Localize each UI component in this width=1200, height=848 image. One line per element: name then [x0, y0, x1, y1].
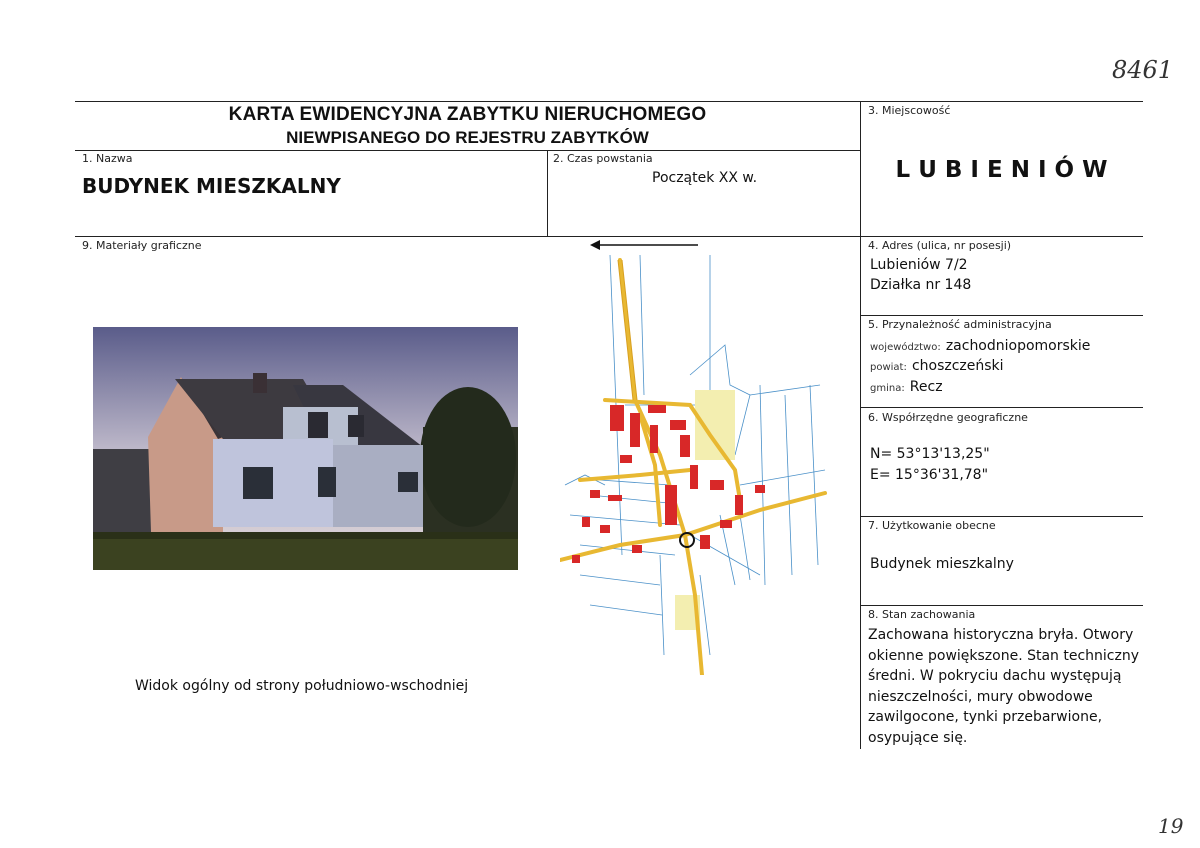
stan-line: nieszczelności, mury obwodowe [868, 688, 1093, 705]
top-rule [75, 101, 1143, 102]
miejscowosc-label: 3. Miejscowość [868, 104, 951, 117]
powiat-row [870, 355, 1004, 374]
house-photo [93, 327, 518, 570]
nazwa-value: BUDYNEK MIESZKALNY [82, 174, 341, 198]
nazwa-label: 1. Nazwa [82, 152, 133, 165]
rule-8 [860, 605, 1143, 606]
cadastral-map [560, 255, 832, 675]
stan-line: okienne powiększone. Stan techniczny [868, 647, 1140, 664]
czas-label: 2. Czas powstania [553, 152, 653, 165]
stan-text [868, 625, 1143, 748]
czas-value: Początek XX w. [652, 170, 758, 186]
coord-n: N= 53°13'13,25" [870, 446, 990, 462]
stan-line: średni. W pokryciu dachu występują [868, 668, 1122, 684]
stan-label: 8. Stan zachowania [868, 608, 976, 621]
name-date-divider [547, 150, 548, 236]
przynaleznosc-label: 5. Przynależność administracyjna [868, 318, 1052, 331]
card-subtitle: NIEWPISANEGO DO REJESTRU ZABYTKÓW [286, 128, 649, 147]
stan-line: osypujące się. [868, 729, 968, 746]
handwritten-number: 8461 [1112, 56, 1174, 84]
wspolrzedne-label: 6. Współrzędne geograficzne [868, 411, 1028, 424]
rule-7 [860, 516, 1143, 517]
rule-6 [860, 407, 1143, 408]
powiat-label: powiat: [870, 362, 907, 373]
adres-line1: Lubieniów 7/2 [870, 257, 968, 273]
title-rule [75, 150, 860, 151]
powiat-value: choszczeński [911, 358, 1004, 374]
page-number: 19 [1158, 814, 1184, 838]
uzytkowanie-value: Budynek mieszkalny [870, 556, 1014, 572]
coord-e: E= 15°36'31,78" [870, 467, 989, 483]
miejscowosc-value: L U B I E N I Ó W [895, 157, 1108, 183]
photo-caption: Widok ogólny od strony południowo-wschodniej [135, 678, 469, 694]
wojewodztwo-row [870, 335, 1090, 354]
direction-arrow-icon [588, 236, 700, 254]
wojewodztwo-value: zachodniopomorskie [945, 338, 1091, 354]
stan-line: Zachowana historyczna bryła. Otwory [868, 627, 1134, 643]
uzytkowanie-label: 7. Użytkowanie obecne [868, 519, 996, 532]
adres-line2: Działka nr 148 [870, 277, 972, 293]
rule-5 [860, 315, 1143, 316]
stan-line: zawilgocone, tynki przebarwione, [868, 709, 1103, 725]
card-title: KARTA EWIDENCYJNA ZABYTKU NIERUCHOMEGO [228, 104, 707, 125]
gmina-row [870, 376, 943, 395]
adres-label: 4. Adres (ulica, nr posesji) [868, 239, 1012, 252]
materialy-label: 9. Materiały graficzne [82, 239, 202, 252]
gmina-label: gmina: [870, 383, 905, 394]
right-column-divider [860, 101, 861, 749]
wojewodztwo-label: województwo: [870, 342, 941, 353]
gmina-value: Recz [909, 379, 943, 395]
